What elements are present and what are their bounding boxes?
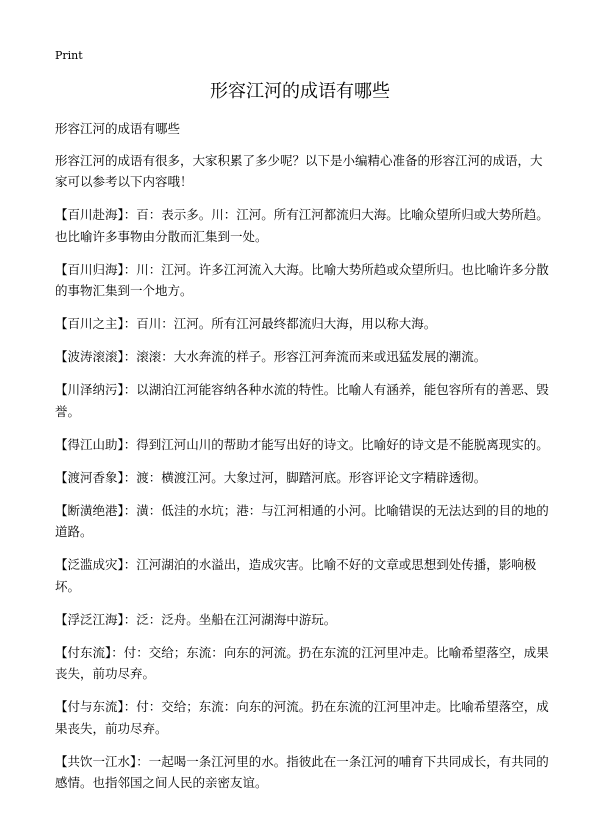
idiom-entry: 【百川之主】：百川：江河。所有江河最终都流归大海，用以称大海。 [55,316,437,331]
idiom-entry: 【泛滥成灾】：江河湖泊的水溢出，造成灾害。比喻不好的文章或思想到处传播，影响极坏。 [55,557,537,594]
article-subtitle: 形容江河的成语有哪些 [55,121,181,136]
idiom-entry: 【百川归海】：川：江河。许多江河流入大海。比喻大势所趋或众望所归。也比喻许多分散的事物汇集到一个地方。 [55,261,549,298]
page-title: 形容江河的成语有哪些 [210,81,390,102]
idiom-entry: 【浮泛江海】：泛：泛舟。坐船在江河湖海中游玩。 [55,611,337,627]
idiom-entry: 【得江山助】：得到江河山川的帮助才能写出好的诗文。比喻好的诗文是不能脱离现实的。 [55,436,549,452]
idiom-entry: 【百川赴海】：百：表示多。川：江河。所有江河都流归大海。比喻众望所归或大势所趋。也比喻许多事物由分散而汇集到一处。 [55,207,549,244]
article-body [55,118,550,805]
idiom-entry: 【波涛滚滚】：滚滚：大水奔流的样子。形容江河奔流而来或迅猛发展的潮流。 [55,349,487,364]
idiom-entry: 【付与东流】：付：交给；东流：向东的河流。扔在东流的江河里冲走。比喻希望落空，成果丧失，前功尽弃。 [55,699,549,736]
print-link[interactable]: Print [55,49,83,62]
idiom-entry: 【川泽纳污】：以湖泊江河能容纳各种水流的特性。比喻人有涵养，能包容所有的善恶、毁誉。 [55,382,549,419]
idiom-entry: 【付东流】：付：交给；东流：向东的河流。扔在东流的江河里冲走。比喻希望落空，成果丧失，前功尽弃。 [55,644,549,681]
idiom-entry: 【断潢绝港】：潢：低洼的水坑；港：与江河相通的小河。比喻错误的无法达到的目的地的道路。 [55,502,549,539]
idiom-entry: 【渡河香象】：渡：横渡江河。大象过河，脚踏河底。形容评论文字精辟透彻。 [55,469,487,485]
idiom-entry: 【共饮一江水】：一起喝一条江河里的水。指彼此在一条江河的哺育下共同成长，有共同的感情。也指邻国之间人民的亲密友谊。 [55,753,549,790]
intro-paragraph: 形容江河的成语有很多，大家积累了多少呢？以下是小编精心准备的形容江河的成语，大家可以参考以下内容哦！ [55,152,543,189]
